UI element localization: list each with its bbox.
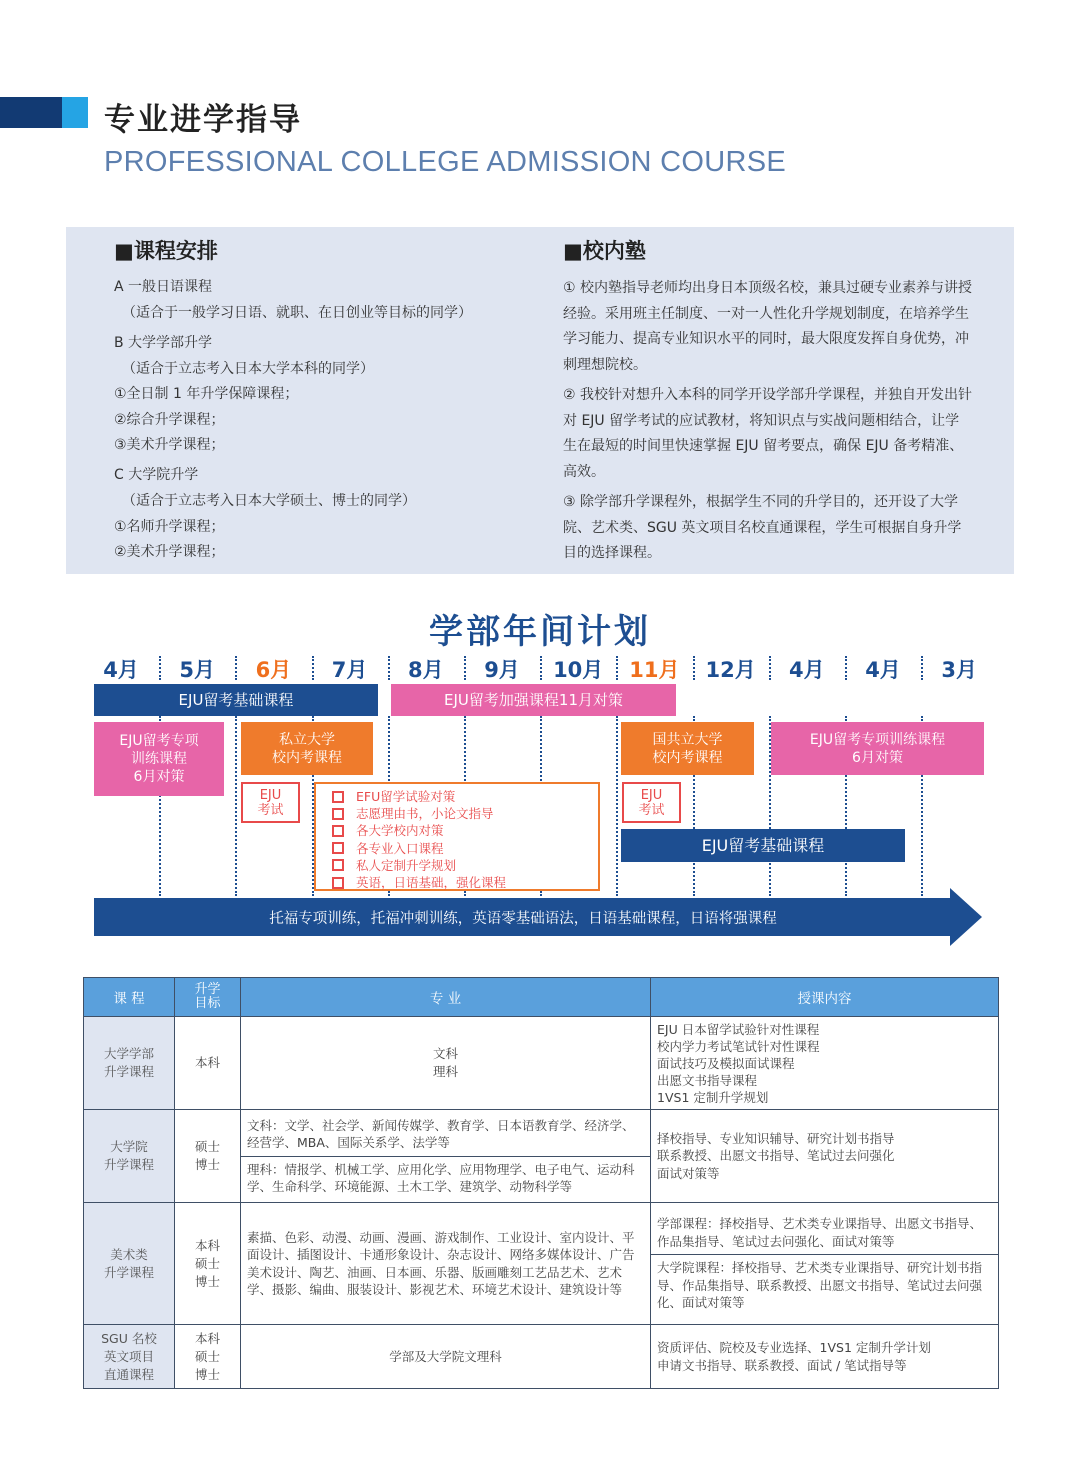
checklist-item	[332, 805, 598, 822]
table-row	[84, 1325, 999, 1389]
course-cell: 大学院 升学课程	[84, 1110, 175, 1203]
header-course: 课 程	[84, 978, 175, 1017]
major-cell	[241, 1110, 651, 1203]
year-arrow-text: 托福专项训练，托福冲刺训练，英语零基础语法，日语基础课程，日语将强课程	[269, 910, 777, 927]
content-cell: 择校指导、专业知识辅导、研究计划书指导 联系教授、出愿文书指导、笔试过去问强化 面试对策等	[651, 1110, 999, 1203]
month-divider	[312, 656, 314, 680]
month-divider	[235, 716, 237, 896]
checklist-text: 英语，日语基础，强化课程	[356, 875, 507, 891]
header-accent-light	[62, 97, 88, 128]
content-cell: EJU 日本留学试验针对性课程 校内学力考试笔试针对性课程 面试技巧及模拟面试课程 出愿文书指导课程 1VS1 定制升学规划	[651, 1017, 999, 1110]
course-line: ①名师升学课程；	[114, 519, 225, 535]
major-humanities: 文科：文学、社会学、新闻传媒学、教育学、日本语教育学、经济学、经营学、MBA、国际关系学、法学等	[247, 1117, 635, 1150]
course-line: A 一般日语课程	[114, 279, 213, 295]
major-cell: 学部及大学院文理科	[241, 1325, 651, 1389]
checklist-item	[332, 840, 598, 857]
course-line: C 大学院升学	[114, 467, 199, 483]
month-label: 4月	[865, 658, 901, 682]
course-checklist	[314, 782, 600, 891]
year-arrow-head	[950, 888, 982, 946]
page-title: 专业进学指导	[104, 102, 302, 138]
month-label: 4月	[788, 658, 825, 682]
month-divider	[616, 716, 618, 896]
month-label: 3月	[941, 658, 977, 682]
checkbox-icon	[332, 877, 344, 889]
content-cell	[651, 1203, 999, 1325]
month-label: 10月	[553, 658, 604, 682]
eju-basic-course-bar-2: EJU留考基础课程	[621, 829, 905, 862]
checklist-text: 志愿理由书，小论文指导	[356, 806, 494, 822]
course-line: （适合于立志考入日本大学硕士、博士的同学）	[122, 493, 416, 509]
course-line: B 大学学部升学	[114, 335, 213, 351]
month-divider	[845, 656, 847, 680]
course-line: ②美术升学课程；	[114, 544, 225, 560]
header-accent-dark	[0, 97, 62, 128]
checklist-text: 各大学校内对策	[356, 823, 444, 839]
course-line: ②综合升学课程；	[114, 412, 225, 428]
month-divider	[616, 656, 618, 680]
private-university-block: 私立大学 校内考课程	[241, 722, 373, 775]
table-header-row	[84, 978, 999, 1017]
checkbox-icon	[332, 808, 344, 820]
cram-paragraph-3: ③ 除学部升学课程外，根据学生不同的升学目的，还开设了大学院、艺术类、SGU 英文项目名校直通课程，学生可根据自身升学目的选择课程。	[563, 494, 962, 561]
month-label: 8月	[407, 658, 444, 682]
school-cram-heading: ■校内塾	[563, 239, 646, 263]
course-line: （适合于立志考入日本大学本科的同学）	[122, 361, 374, 377]
major-cell: 素描、色彩、动漫、动画、漫画、游戏制作、工业设计、室内设计、平面设计、插图设计、卡通形象设计、杂志设计、网络多媒体设计、广告美术设计、陶艺、油画、日本画、乐器、版画雕刻工艺品艺术、艺术学、摄影、编曲、服装设计、影视艺术、环境艺术设计、建筑设计等	[241, 1203, 651, 1325]
course-line: （适合于一般学习日语、就职、在日创业等目标的同学）	[122, 305, 472, 321]
major-sciences: 理科：情报学、机械工学、应用化学、应用物理学、电子电气、运动科学、生命科学、环境能源、土木工学、建筑学、动物科学等	[241, 1156, 650, 1200]
table-row	[84, 1203, 999, 1325]
month-divider	[464, 656, 466, 680]
month-divider	[388, 656, 390, 680]
cram-paragraph-1: ① 校内塾指导老师均出身日本顶级名校，兼具过硬专业素养与讲授经验。采用班主任制度、一对一人性化升学规划制度，在培养学生学习能力、提高专业知识水平的同时，最大限度发挥自身优势，冲刺理想院校。	[563, 280, 972, 373]
course-line: ③美术升学课程；	[114, 437, 225, 453]
month-divider	[235, 656, 237, 680]
month-label: 5月	[179, 658, 215, 682]
goal-cell: 硕士 博士	[175, 1110, 241, 1203]
checkbox-icon	[332, 791, 344, 803]
goal-cell: 本科 硕士 博士	[175, 1203, 241, 1325]
eju-exam-badge: EJU 考试	[241, 782, 300, 823]
table-row	[84, 1110, 999, 1203]
month-label: 4月	[103, 658, 139, 682]
major-cell: 文科 理科	[241, 1017, 651, 1110]
month-label: 6月	[255, 658, 292, 682]
month-divider	[769, 656, 771, 680]
content-undergrad: 学部课程：择校指导、艺术类专业课指导、出愿文书指导、作品集指导、笔试过去问强化、面试对策等	[657, 1216, 983, 1249]
checklist-item	[332, 857, 598, 874]
checklist-text: EFU留学试验对策	[356, 789, 456, 804]
checklist-item	[332, 822, 598, 839]
eju-special-june-block: EJU留考专项 训练课程 6月对策	[94, 722, 224, 796]
goal-cell: 本科 硕士 博士	[175, 1325, 241, 1389]
month-label: 12月	[705, 658, 756, 682]
content-cell: 资质评估、院校及专业选择、1VS1 定制升学计划 申请文书指导、联系教授、面试 / 笔试指导等	[651, 1325, 999, 1389]
checklist-text: 各专业入口课程	[356, 840, 444, 856]
month-divider	[159, 656, 161, 680]
header-major: 专 业	[241, 978, 651, 1017]
course-cell: SGU 名校 英文项目 直通课程	[84, 1325, 175, 1389]
table-row	[84, 1017, 999, 1110]
eju-exam-badge: EJU 考试	[622, 782, 681, 823]
month-divider	[540, 656, 542, 680]
cram-paragraph-2: ② 我校针对想升入本科的同学开设学部升学课程，并独自开发出针对 EJU 留学考试的应试教材，将知识点与实战问题相结合，让学生在最短的时间里快速掌握 EJU 留考要点，确保 EJU 备考精准、高效。	[563, 387, 972, 480]
goal-cell: 本科	[175, 1017, 241, 1110]
eju-special-june-block-2: EJU留考专项训练课程 6月对策	[771, 722, 984, 775]
month-label: 9月	[484, 658, 520, 682]
checkbox-icon	[332, 859, 344, 871]
month-label: 11月	[629, 658, 680, 682]
course-cell: 大学学部 升学课程	[84, 1017, 175, 1110]
checklist-item	[332, 788, 598, 805]
course-cell: 美术类 升学课程	[84, 1203, 175, 1325]
content-graduate: 大学院课程：择校指导、艺术类专业课指导、研究计划书指导、作品集指导、联系教授、出愿文书指导、笔试过去问强化、面试对策等	[651, 1254, 998, 1316]
course-info-panel	[66, 227, 1014, 574]
checklist-text: 私人定制升学规划	[356, 857, 457, 873]
header-content: 授课内容	[651, 978, 999, 1017]
checkbox-icon	[332, 842, 344, 854]
eju-basic-course-bar: EJU留考基础课程	[94, 684, 378, 716]
month-divider	[921, 656, 923, 680]
course-schedule-heading: ■课程安排	[114, 239, 218, 263]
course-table	[83, 977, 999, 1389]
month-label: 7月	[331, 658, 368, 682]
header-goal: 升学 目标	[175, 978, 241, 1017]
timeline-title: 学部年间计划	[429, 612, 651, 652]
national-university-block: 国共立大学 校内考课程	[621, 722, 754, 775]
page-subtitle: PROFESSIONAL COLLEGE ADMISSION COURSE	[104, 146, 787, 178]
eju-intensive-course-bar: EJU留考加强课程11月对策	[391, 684, 676, 716]
checklist-item	[332, 874, 598, 891]
checkbox-icon	[332, 825, 344, 837]
month-divider	[693, 656, 695, 680]
course-line: ①全日制 1 年升学保障课程；	[114, 386, 299, 402]
